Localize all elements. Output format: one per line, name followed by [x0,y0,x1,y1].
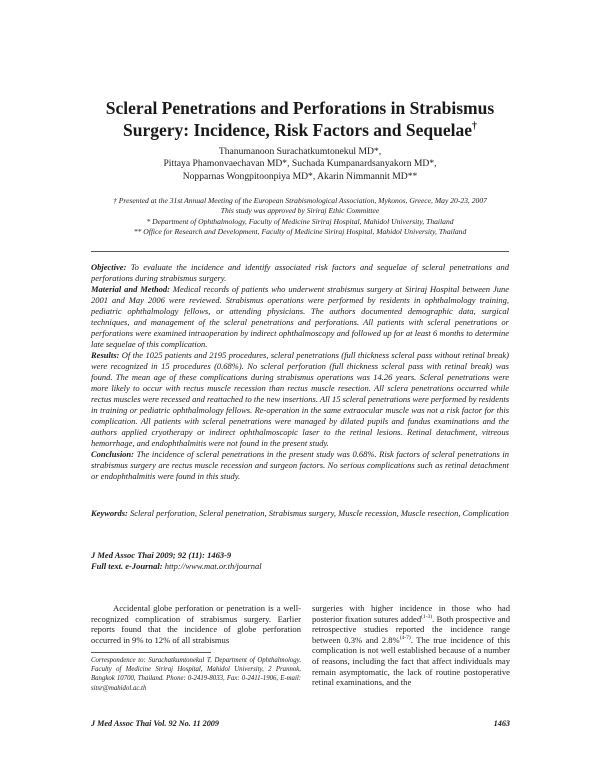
keywords [91,508,509,519]
fulltext-label: Full text. e-Journal: [91,561,163,571]
paper-title [80,97,520,141]
author-line: Thanumanoon Surachatkumtonekul MD*, [218,146,382,157]
conclusion-label: Conclusion: [91,449,134,459]
fulltext-line [91,561,509,572]
keywords-text: Scleral perforation, Scleral penetration, Strabismus surgery, Muscle recession, Muscle resection, Complication [129,508,509,518]
presentation-note: † Presented at the 31st Annual Meeting of the European Strabismological Association, Mykonos, Greece, May 20-23, 2007 [113,196,487,205]
citation: J Med Assoc Thai 2009; 92 (11): 1463-9 [91,550,232,560]
conclusion-text: The incidence of scleral penetrations in the present study was 0.68%. Risk factors of scleral penetrations in strabismus surgery are rectus muscle recession and surgeon factors. No serious complications such as retinal detachment or endophthalmitis were found in this study. [91,449,510,481]
abstract-objective [91,262,509,284]
ethics-note: This study was approved by Siriraj Ethic Committee [220,206,380,216]
footnote-divider [91,652,211,653]
citation-ref: (4-7) [399,634,411,641]
abstract-conclusion [91,449,509,482]
body-text: surgeries with higher incidence in those who had posterior fixation sutures added [312,603,510,624]
body-left-column: Accidental globe perforation or penetration is a well-recognized complication of strabismus surgery. Earlier reports found that the incidence of globe perforation occurred in 9% to 12% of all strabismus [91,603,301,645]
abstract [91,262,509,482]
body-text: . Both prospective and retrospective studies reported the incidence range between 0.3% and 2.8% [312,613,511,645]
methods-label: Material and Method: [91,284,171,294]
citation-ref: (1-3) [421,613,433,620]
author-line: Pittaya Phamonvaechavan MD*, Suchada Kumpanardsanyakorn MD*, [163,158,437,170]
body-text: . The true incidence of this complication is not well established because of a number of reasons, including the fact that affect individuals may remain asymptomatic, the lack of routine postoperative retinal examinations, and the [312,634,510,688]
running-footer: J Med Assoc Thai Vol. 92 No. 11 2009 [91,719,219,728]
section-divider [91,251,509,252]
fulltext-link[interactable]: http://www.mat.or.th/journal [164,561,262,571]
correspondence-footnote: Correspondence to: Surachatkumtonekul T, Department of Ophthalmology, Faculty of Medicine Siriraj Hospital, Mahidol University, 2 Prannok, Bangkok 10700, Thailand. Phone: 0-2419-8033, Fax: 0-2411-1906, E-mail: sitsr@mahidol.ac.th [91,657,301,692]
citation-block [91,550,509,572]
methods-text: Medical records of patients who underwent strabismus surgery at Siriraj Hospital between June 2001 and May 2006 were reviewed. Strabismus operations were performed by residents in ophthalmology training, pediatric ophthalmology fellows, or attending physicians. The authors documented demographic data, surgical techniques, and management of the scleral penetrations and perforations. All patients with scleral penetrations or perforations were examined intraoperation by indirect ophthalmoscopy and followed up for at least 6 months to determine late sequelae of this complication. [91,284,509,349]
objective-text: To evaluate the incidence and identify associated risk factors and sequelae of scleral penetrations and perforations during strabismus surgery. [91,262,509,283]
author-line: Nopparnas Wongpitoonpiya MD*, Akarin Nimmannit MD** [182,170,418,182]
abstract-methods [91,284,509,350]
title-line-2: Surgery: Incidence, Risk Factors and Sequelae [122,120,473,140]
title-footnote-mark: † [472,121,478,133]
abstract-results [91,350,509,449]
affiliation-line: * Department of Ophthalmology, Faculty of Medicine Siriraj Hospital, Mahidol University, Thailand [146,216,454,226]
page-number: 1463 [493,719,510,728]
body-right-column [312,603,510,688]
affiliation-line: ** Office for Research and Development, Faculty of Medicine Siriraj Hospital, Mahidol University, Thailand [133,226,467,236]
objective-label: Objective: [91,262,127,272]
results-label: Results: [91,350,120,360]
keywords-label: Keywords: [91,508,128,518]
title-line-1: Scleral Penetrations and Perforations in Strabismus [105,98,495,118]
author-list [80,146,520,183]
affiliations [60,196,540,237]
results-text: Of the 1025 patients and 2195 procedures, scleral penetrations (full thickness scleral pass without retinal break) were recognized in 15 procedures (0.68%). No scleral perforation (full thickness scleral pass with retinal break) was found. The mean age of these complications during strabismus operations was 14.26 years. Scleral penetrations were more likely to occur with rectus muscle recession than rectus muscle resection. All sclera penetrations occurred while rectus muscles were recessed and reattached to the new insertions. All 15 scleral penetrations were performed by residents in training or pediatric ophthalmology fellows. Re-operation in the same extraocular muscle was not a risk factor for this complication. All patients with scleral penetrations were managed by dilated pupils and fundus examinations and the authors applied cryotherapy or indirect ophthalmoscopic laser to the retinal lesions. Retinal detachment, vitreous hemorrhage, and endophthalmitis were not found in the present study. [91,350,509,448]
